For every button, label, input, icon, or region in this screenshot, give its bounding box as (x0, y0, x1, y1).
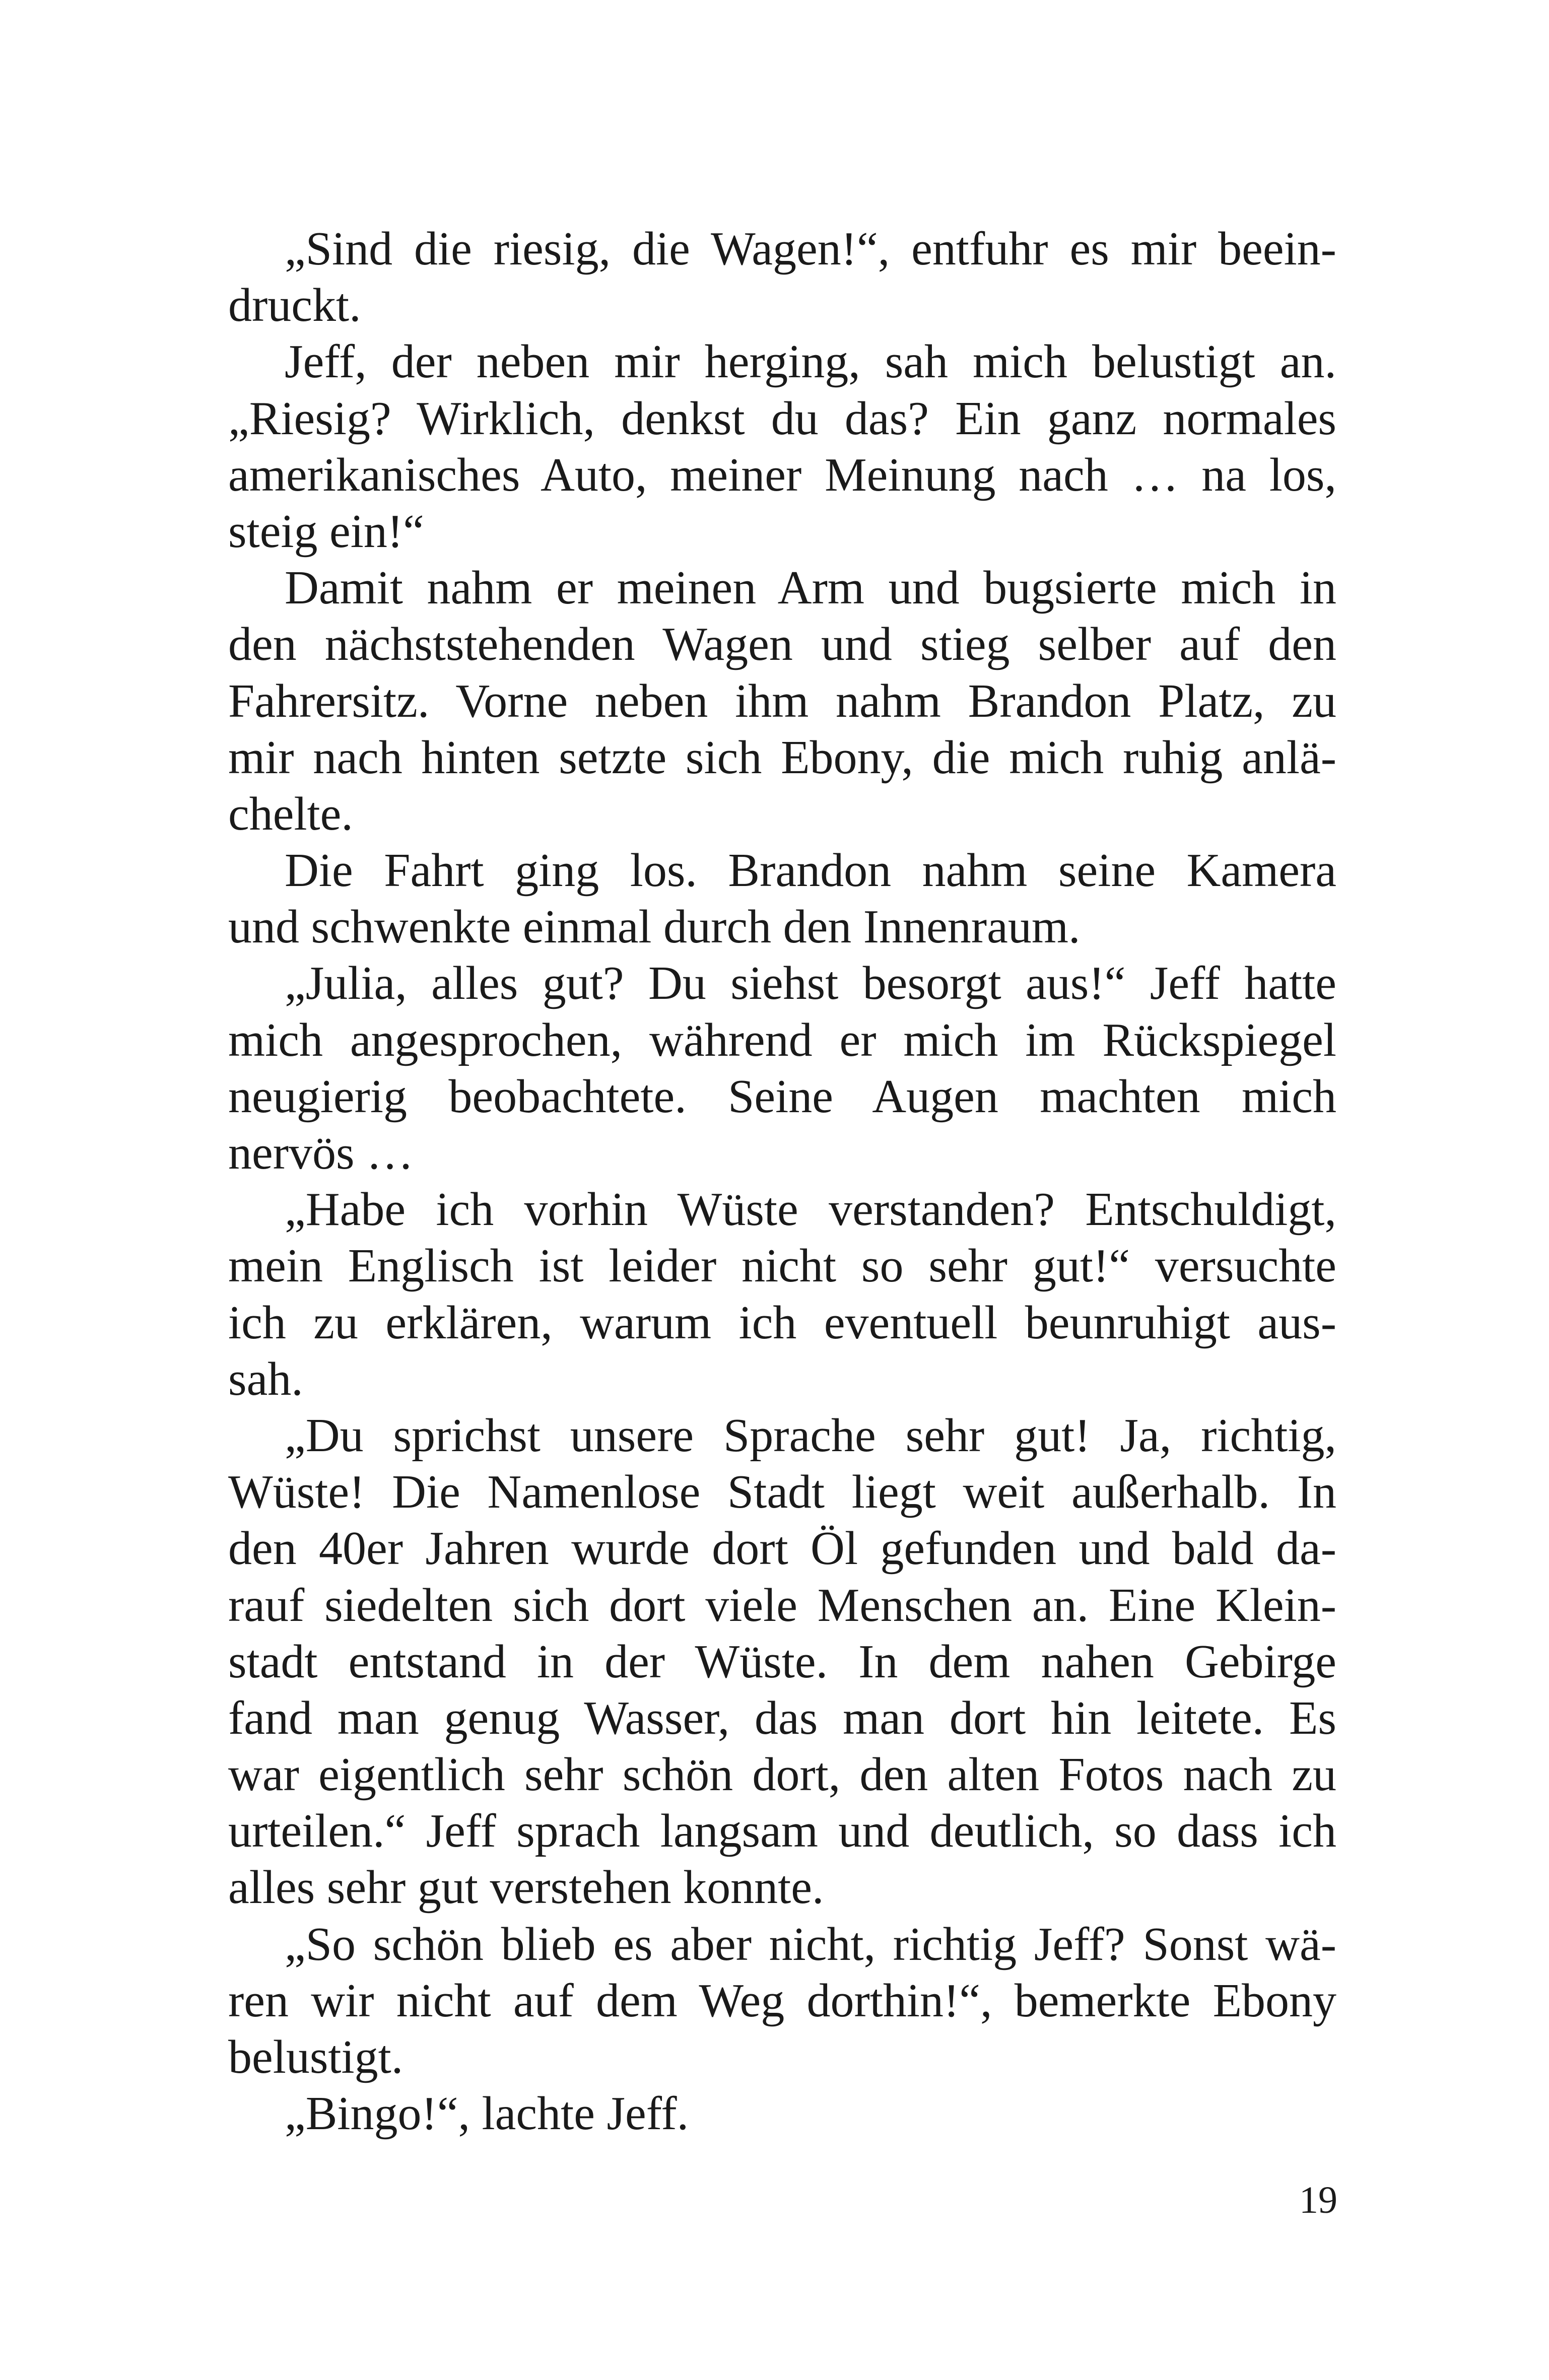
text-line: „Julia, alles gut? Du siehst besorgt aus!“ Jeff hatte (285, 957, 1336, 1010)
text-line: rauf siedelten sich dort viele Menschen an. Eine Klein- (228, 1579, 1336, 1631)
text-line: den 40er Jahren wurde dort Öl gefunden und bald da- (228, 1522, 1336, 1575)
body-text (228, 221, 1336, 2142)
text-line: Fahrersitz. Vorne neben ihm nahm Brandon Platz, zu (228, 674, 1336, 727)
text-line: nervös … (228, 1127, 414, 1179)
text-line: und schwenkte einmal durch den Innenraum. (228, 901, 1081, 954)
text-line: mir nach hinten setzte sich Ebony, die mich ruhig anlä- (228, 731, 1336, 784)
text-line: druckt. (228, 279, 361, 332)
text-line: alles sehr gut verstehen konnte. (228, 1861, 824, 1914)
text-line: Damit nahm er meinen Arm und bugsierte mich in (285, 562, 1336, 615)
text-line: ich zu erklären, warum ich eventuell beunruhigt aus- (228, 1296, 1336, 1349)
text-line: „Riesig? Wirklich, denkst du das? Ein ganz normales (228, 392, 1336, 445)
text-line: Die Fahrt ging los. Brandon nahm seine Kamera (285, 844, 1336, 897)
text-line: war eigentlich sehr schön dort, den alten Fotos nach zu (228, 1748, 1336, 1801)
text-line: steig ein!“ (228, 505, 424, 558)
text-line: mich angesprochen, während er mich im Rückspiegel (228, 1013, 1336, 1066)
text-line: neugierig beobachtete. Seine Augen machten mich (228, 1070, 1336, 1123)
page-number: 19 (1299, 2179, 1337, 2221)
text-line: Jeff, der neben mir herging, sah mich belustigt an. (285, 335, 1336, 388)
text-line: den nächststehenden Wagen und stieg selber auf den (228, 618, 1336, 671)
text-line: „Bingo!“, lachte Jeff. (285, 2087, 689, 2140)
text-line: sah. (228, 1352, 303, 1405)
text-line: urteilen.“ Jeff sprach langsam und deutlich, so dass ich (228, 1805, 1336, 1858)
text-line: chelte. (228, 787, 353, 840)
text-line: „Sind die riesig, die Wagen!“, entfuhr es mir beein- (285, 223, 1336, 275)
text-line: fand man genug Wasser, das man dort hin leitete. Es (228, 1691, 1336, 1744)
text-line: „Du sprichst unsere Sprache sehr gut! Ja, richtig, (285, 1409, 1336, 1462)
text-line: „Habe ich vorhin Wüste verstanden? Entschuldigt, (285, 1183, 1336, 1236)
text-line: amerikanisches Auto, meiner Meinung nach … na los, (228, 448, 1336, 501)
text-line: „So schön blieb es aber nicht, richtig Jeff? Sonst wä- (285, 1918, 1336, 1970)
text-line: mein Englisch ist leider nicht so sehr gut!“ versuchte (228, 1240, 1336, 1293)
text-line: belustigt. (228, 2031, 403, 2083)
text-line: stadt entstand in der Wüste. In dem nahen Gebirge (228, 1635, 1336, 1688)
text-line: Wüste! Die Namenlose Stadt liegt weit außerhalb. In (228, 1466, 1336, 1519)
text-line: ren wir nicht auf dem Weg dorthin!“, bemerkte Ebony (228, 1974, 1336, 2027)
